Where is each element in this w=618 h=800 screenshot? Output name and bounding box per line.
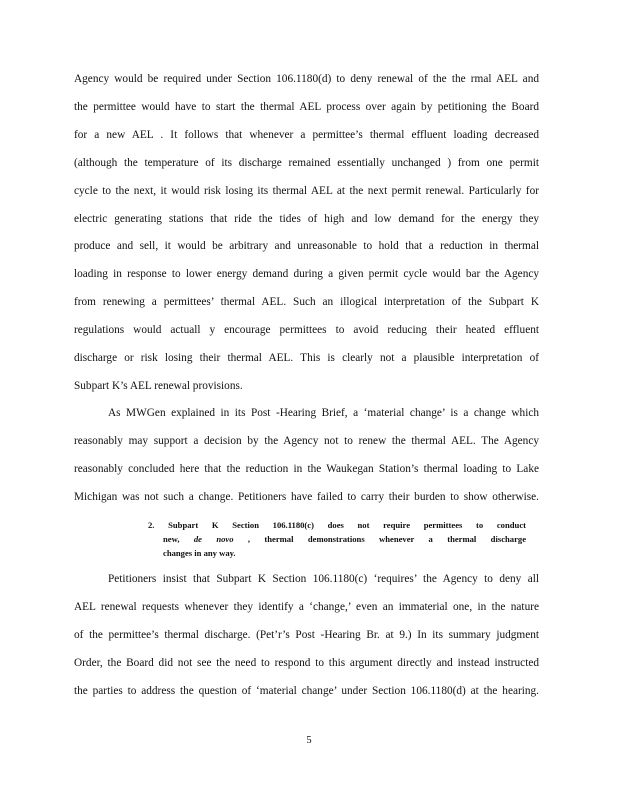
text-line: of the permittee’s thermal discharge. (Pet’r’s Post -Hearing Br. at 9.) In its summary judgment	[74, 629, 539, 641]
text-line: Agency would be required under Section 106.1180(d) to deny renewal of the the rmal AEL and	[74, 73, 539, 85]
heading-line: changes in any way.	[163, 548, 236, 558]
text-line: regulations would actuall y encourage permittees to avoid reducing their heated effluent	[74, 324, 539, 336]
text-line: reasonably concluded here that the reduction in the Waukegan Station’s thermal loading to Lake	[74, 463, 539, 475]
text-line: produce and sell, it would be arbitrary and unreasonable to hold that a reduction in thermal	[74, 240, 539, 252]
text-line: AEL renewal requests whenever they identify a ‘change,’ even an immaterial one, in the nature	[74, 601, 539, 613]
text-line: Petitioners insist that Subpart K Section 106.1180(c) ‘requires’ the Agency to deny all	[108, 573, 539, 585]
italic-de-novo: de novo	[193, 534, 234, 544]
text-line: Order, the Board did not see the need to respond to this argument directly and instead instructed	[74, 657, 539, 669]
page-number: 5	[306, 735, 312, 746]
text-line: from renewing a permittees’ thermal AEL. Such an illogical interpretation of the Subpart K	[74, 296, 539, 308]
text-line: discharge or risk losing their thermal AEL. This is clearly not a plausible interpretation of	[74, 352, 539, 364]
heading-line: new, de novo , thermal demonstrations whenever a thermal discharge	[163, 534, 527, 544]
text-line: Subpart K’s AEL renewal provisions.	[74, 380, 243, 392]
text-line: Michigan was not such a change. Petitioners have failed to carry their burden to show otherwise.	[74, 491, 539, 503]
text-line: for a new AEL . It follows that whenever a permittee’s thermal effluent loading decreased	[74, 129, 539, 141]
text-line: the permittee would have to start the thermal AEL process over again by petitioning the Board	[74, 101, 539, 113]
text-line: reasonably may support a decision by the Agency not to renew the thermal AEL. The Agency	[74, 435, 539, 447]
text-line: the parties to address the question of ‘material change’ under Section 106.1180(d) at the hearing.	[74, 685, 539, 697]
text-line: As MWGen explained in its Post -Hearing Brief, a ‘material change’ is a change which	[108, 407, 539, 419]
text-line: (although the temperature of its discharge remained essentially unchanged ) from one permit	[74, 157, 539, 169]
text-line: electric generating stations that ride the tides of high and low demand for the energy they	[74, 213, 539, 225]
heading-line: 2. Subpart K Section 106.1180(c) does not require permittees to conduct	[148, 520, 526, 530]
text-line: loading in response to lower energy demand during a given permit cycle would bar the Agency	[74, 268, 539, 280]
text-line: cycle to the next, it would risk losing its thermal AEL at the next permit renewal. Particularly for	[74, 185, 539, 197]
